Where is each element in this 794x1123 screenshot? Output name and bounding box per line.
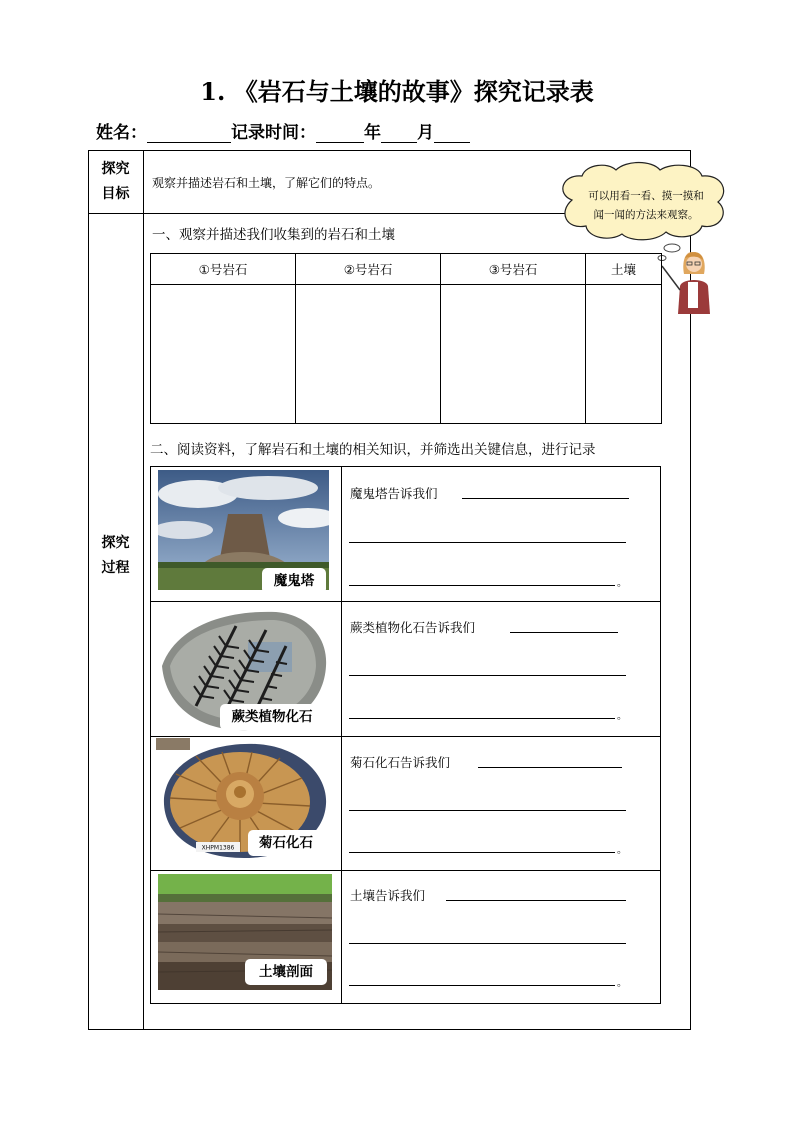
header-rock-1: ①号岩石 — [151, 254, 296, 285]
process-label-line2: 过程 — [101, 560, 130, 576]
answer-line[interactable] — [510, 632, 618, 633]
header-soil: 土壤 — [586, 254, 662, 285]
reading-table-divider — [341, 466, 342, 1004]
time-label: 记录时间： — [231, 123, 316, 143]
page-title: 1. 《岩石与土壤的故事》探究记录表 — [200, 77, 594, 106]
label-column-divider — [143, 150, 144, 1030]
year-blank[interactable] — [316, 126, 364, 143]
year-label: 年 — [364, 123, 381, 143]
cell-rock-3[interactable] — [441, 285, 586, 424]
caption-soil-profile: 土壤剖面 — [245, 959, 327, 985]
tip-line1: 可以用看一看、摸一摸和 — [588, 190, 704, 202]
cell-soil[interactable] — [586, 285, 662, 424]
specimen-label: XHPM1386 — [201, 844, 235, 852]
answer-line[interactable] — [349, 810, 626, 811]
header-rock-3: ③号岩石 — [441, 254, 586, 285]
answer-line[interactable] — [349, 585, 615, 586]
name-label: 姓名： — [96, 123, 147, 143]
caption-ammonite-fossil: 菊石化石 — [248, 830, 324, 856]
month-blank[interactable] — [381, 126, 417, 143]
rock-observation-table — [150, 253, 662, 424]
cell-rock-2[interactable] — [296, 285, 441, 424]
answer-line[interactable] — [462, 498, 629, 499]
answer-line[interactable] — [349, 985, 615, 986]
prompt-ammonite-fossil: 菊石化石告诉我们 — [350, 755, 451, 770]
prompt-fern-fossil: 蕨类植物化石告诉我们 — [350, 620, 476, 635]
period-mark: 。 — [617, 578, 627, 589]
answer-line[interactable] — [349, 542, 626, 543]
answer-line[interactable] — [349, 675, 626, 676]
process-label — [88, 531, 143, 581]
answer-line[interactable] — [478, 767, 622, 768]
teacher-icon — [654, 238, 724, 314]
prompt-soil: 土壤告诉我们 — [350, 888, 426, 903]
tip-text — [566, 187, 726, 225]
answer-line[interactable] — [446, 900, 626, 901]
section-2-heading: 二、阅读资料，了解岩石和土壤的相关知识，并筛选出关键信息，进行记录 — [150, 442, 596, 458]
cell-rock-1[interactable] — [151, 285, 296, 424]
reading-row-divider — [150, 601, 661, 602]
name-time-line — [96, 118, 470, 143]
reading-row-divider — [150, 736, 661, 737]
answer-line[interactable] — [349, 943, 626, 944]
prompt-devils-tower: 魔鬼塔告诉我们 — [350, 486, 438, 501]
header-rock-2: ②号岩石 — [296, 254, 441, 285]
day-blank[interactable] — [434, 126, 470, 143]
caption-devils-tower: 魔鬼塔 — [262, 568, 326, 594]
tip-line2: 闻一闻的方法来观察。 — [593, 209, 699, 221]
goal-label-line2: 目标 — [101, 186, 130, 202]
goal-text: 观察并描述岩石和土壤，了解它们的特点。 — [152, 176, 381, 190]
caption-fern-fossil: 蕨类植物化石 — [220, 704, 324, 730]
month-label: 月 — [417, 123, 434, 143]
period-mark: 。 — [617, 978, 627, 989]
reading-row-divider — [150, 870, 661, 871]
answer-line[interactable] — [349, 852, 615, 853]
answer-line[interactable] — [349, 718, 615, 719]
period-mark: 。 — [617, 711, 627, 722]
name-blank[interactable] — [147, 126, 231, 143]
section-1-heading: 一、观察并描述我们收集到的岩石和土壤 — [152, 227, 395, 243]
goal-label-line1: 探究 — [101, 161, 130, 177]
period-mark: 。 — [617, 845, 627, 856]
process-label-line1: 探究 — [101, 535, 130, 551]
goal-label — [88, 157, 143, 207]
